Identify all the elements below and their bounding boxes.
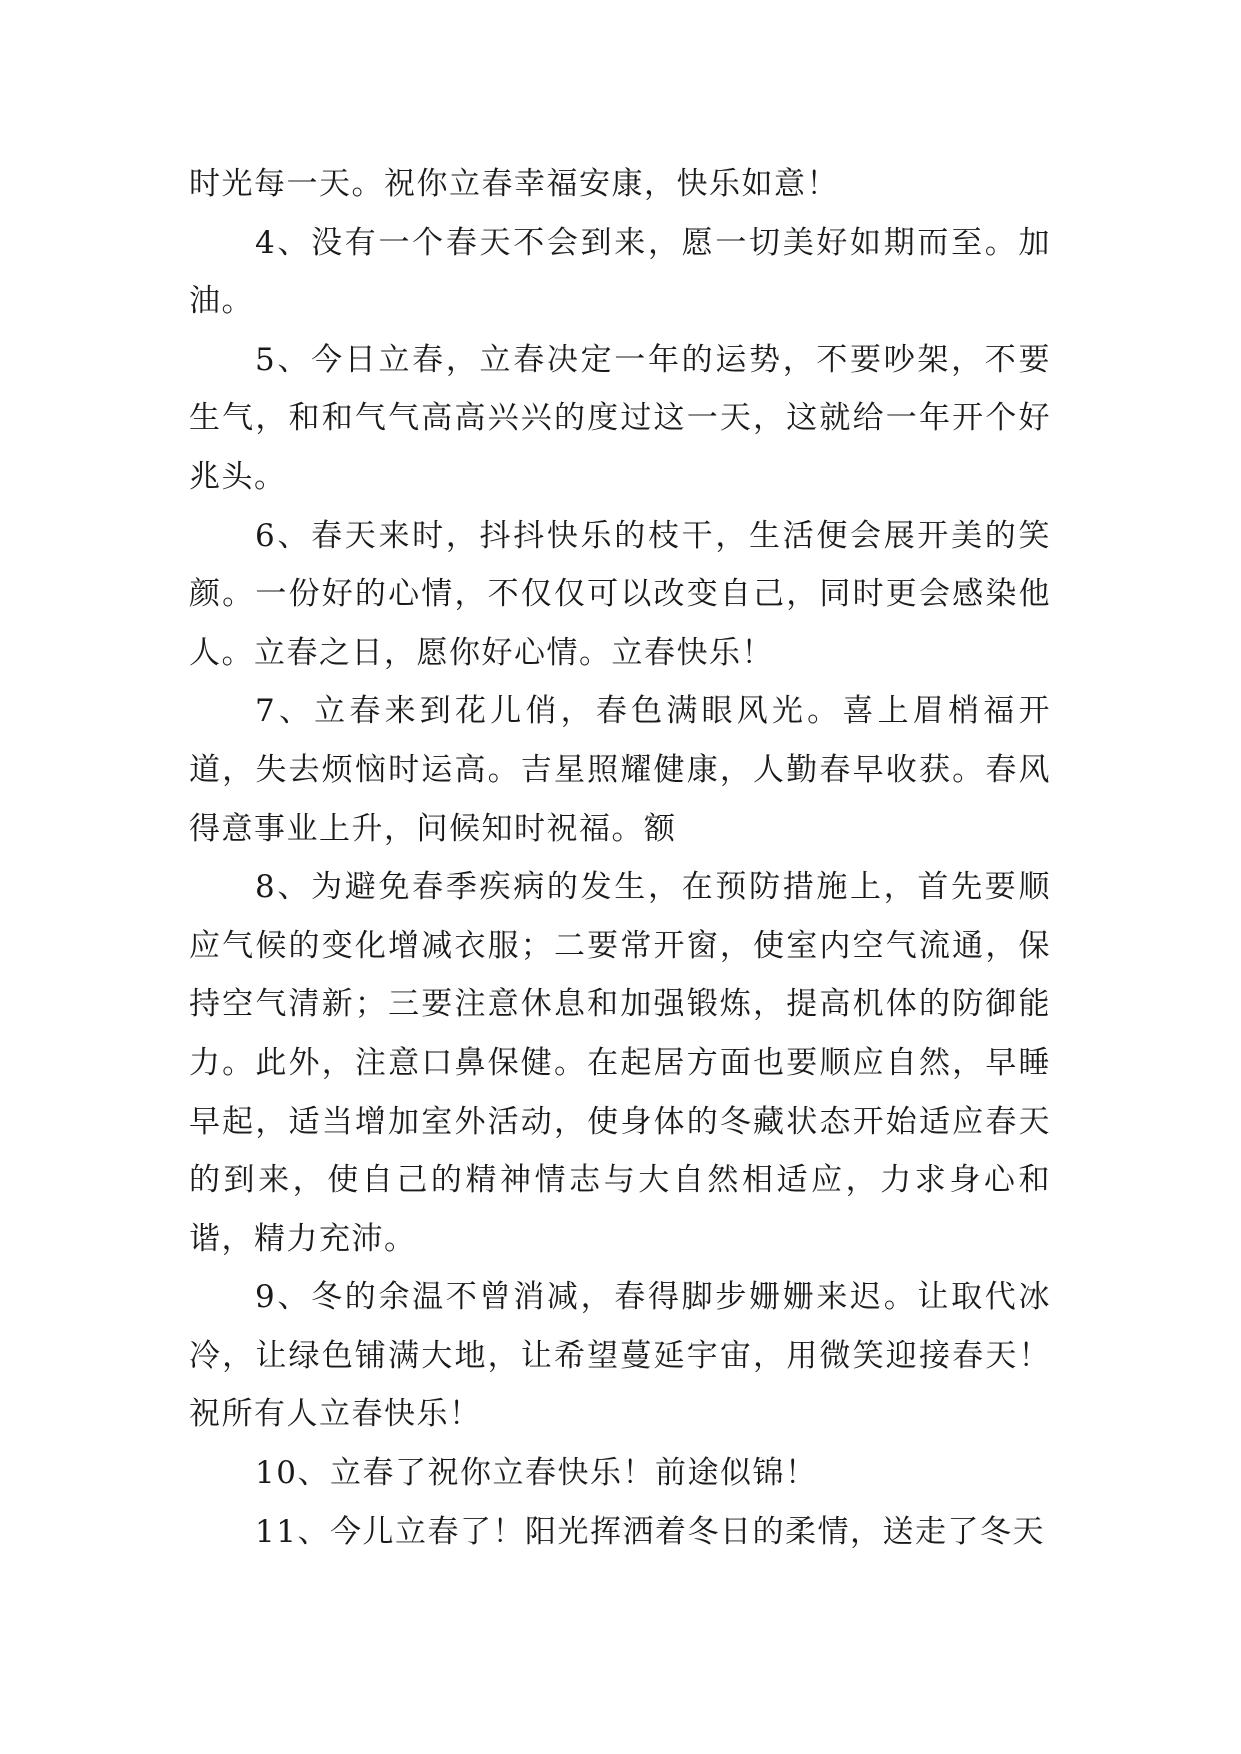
- paragraph-8: 8、为避免春季疾病的发生，在预防措施上，首先要顺应气候的变化增减衣服；二要常开窗，使室内空气流通，保持空气清新；三要注意休息和加强锻炼，提高机体的防御能力。此外，注意口鼻保健。在起居方面也要顺应自然，早睡早起，适当增加室外活动，使身体的冬藏状态开始适应春天的到来，使自己的精神情志与大自然相适应，力求身心和谐，精力充沛。: [189, 869, 1051, 1257]
- paragraph-4: 4、没有一个春天不会到来，愿一切美好如期而至。加油。: [189, 224, 1051, 320]
- paragraph-7: 7、立春来到花儿俏，春色满眼风光。喜上眉梢福开道，失去烦恼时运高。吉星照耀健康，人勤春早收获。春风得意事业上升，问候知时祝福。额: [189, 693, 1051, 847]
- paragraph-5: 5、今日立春，立春决定一年的运势，不要吵架，不要生气，和和气气高高兴兴的度过这一天，这就给一年开个好兆头。: [189, 341, 1051, 495]
- paragraph-11: 11、今儿立春了！阳光挥洒着冬日的柔情，送走了冬天: [255, 1513, 1045, 1550]
- paragraph-10: 10、立春了祝你立春快乐！前途似锦！: [255, 1455, 818, 1492]
- document-body: [189, 155, 1051, 1561]
- paragraph-6: 6、春天来时，抖抖快乐的枝干，生活便会展开美的笑颜。一份好的心情，不仅仅可以改变自己，同时更会感染他人。立春之日，愿你好心情。立春快乐！: [189, 517, 1051, 671]
- paragraph-9: 9、冬的余温不曾消减，春得脚步姗姗来迟。让取代冰冷，让绿色铺满大地，让希望蔓延宇宙，用微笑迎接春天！祝所有人立春快乐！: [189, 1279, 1051, 1433]
- paragraph-continued: 时光每一天。祝你立春幸福安康，快乐如意！: [189, 166, 839, 202]
